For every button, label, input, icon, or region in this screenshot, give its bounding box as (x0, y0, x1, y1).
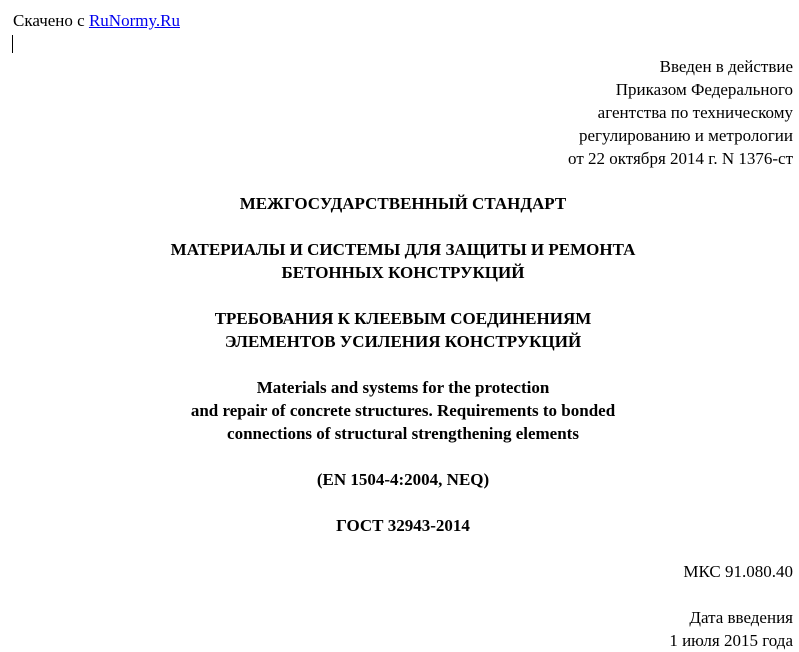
standard-reference (0, 468, 799, 491)
source-prefix: Скачено с (13, 11, 89, 30)
approval-line: регулированию и метрологии (578, 126, 793, 145)
english-title-line: connections of structural strengthening elements (227, 424, 579, 443)
runormy-link[interactable]: RuNormy.Ru (88, 11, 180, 30)
approval-block (568, 55, 793, 170)
english-title (0, 376, 799, 445)
en-reference: (EN 1504-4:2004, NEQ) (316, 470, 490, 489)
introduction-date: 1 июля 2015 года (669, 631, 793, 650)
english-title-line: Materials and systems for the protection (256, 378, 550, 397)
approval-line: агентства по техническому (597, 103, 793, 122)
approval-line: Введен в действие (659, 57, 793, 76)
russian-subtitle-line: ТРЕБОВАНИЯ К КЛЕЕВЫМ СОЕДИНЕНИЯМ (214, 309, 592, 328)
standard-type: МЕЖГОСУДАРСТВЕННЫЙ СТАНДАРТ (239, 194, 567, 213)
approval-line: от 22 октября 2014 г. N 1376-ст (568, 149, 793, 168)
mks-code: МКС 91.080.40 (683, 562, 793, 581)
standard-number-block (0, 514, 799, 537)
approval-line: Приказом Федерального (615, 80, 793, 99)
classification-block (683, 560, 793, 583)
russian-title-line: МАТЕРИАЛЫ И СИСТЕМЫ ДЛЯ ЗАЩИТЫ И РЕМОНТА (170, 240, 636, 259)
russian-subtitle (0, 307, 799, 353)
text-cursor (12, 35, 13, 53)
source-line (13, 9, 180, 32)
russian-subtitle-line: ЭЛЕМЕНТОВ УСИЛЕНИЯ КОНСТРУКЦИЙ (224, 332, 582, 351)
standard-type-heading (0, 192, 799, 215)
russian-title (0, 238, 799, 284)
introduction-date-block (669, 606, 793, 652)
standard-number: ГОСТ 32943-2014 (336, 516, 470, 535)
introduction-label: Дата введения (689, 608, 793, 627)
english-title-line: and repair of concrete structures. Requirements to bonded (190, 401, 616, 420)
russian-title-line: БЕТОННЫХ КОНСТРУКЦИЙ (281, 263, 525, 282)
